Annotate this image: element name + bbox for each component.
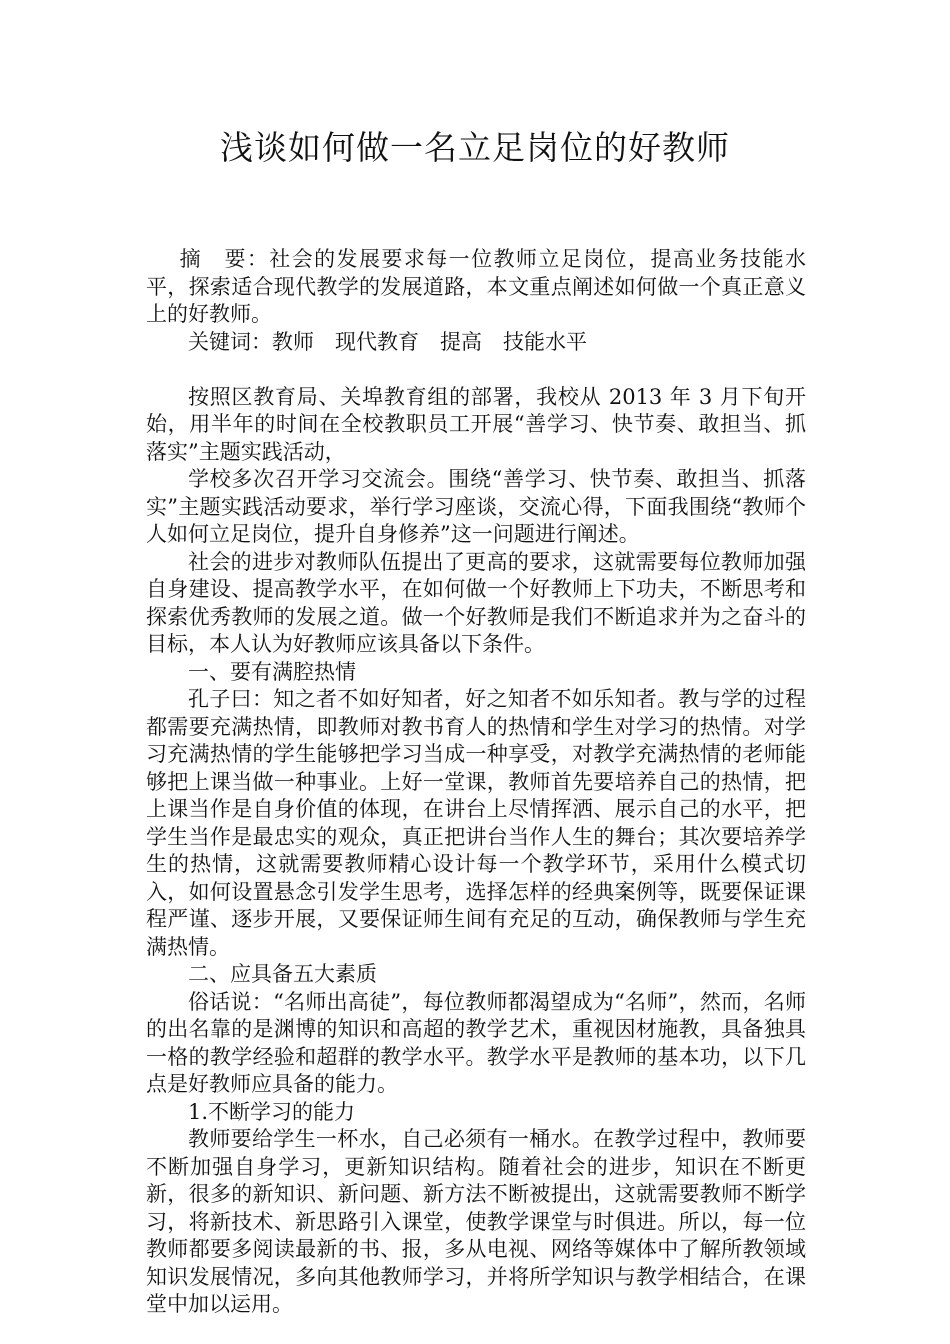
section-heading-2: 二、应具备五大素质 [188,962,377,986]
body-paragraph-1: 按照区教育局、关埠教育组的部署，我校从 2013 年 3 月下旬开始，用半年的时间在全校教职员工开展“善学习、快节奏、敢担当、抓落实”主题实践活动， [146,384,806,464]
abstract-paragraph: 摘 要：社会的发展要求每一位教师立足岗位，提高业务技能水平，探索适合现代教学的发展道路，本文重点阐述如何做一个真正意义上的好教师。 [146,247,806,326]
section-heading-1: 一、要有满腔热情 [188,659,356,684]
subsection-heading-1: 1.不断学习的能力 [188,1099,356,1124]
document-body [146,246,806,1319]
subsection-1-paragraph: 教师要给学生一杯水，自己必须有一桶水。在教学过程中，教师要不断加强自身学习，更新知识结构。随着社会的进步，知识在不断更新，很多的新知识、新问题、新方法不断被提出，这就需要教师不断学习，将新技术、新思路引入课堂，使教学课堂与时俱进。所以，每一位教师都要多阅读最新的书、报，多从电视、网络等媒体中了解所教领域知识发展情况，多向其他教师学习，并将所学知识与教学相结合，在课堂中加以运用。 [146,1127,806,1316]
body-paragraph-3: 社会的进步对教师队伍提出了更高的要求，这就需要每位教师加强自身建设、提高教学水平，在如何做一个好教师上下功夫，不断思考和探索优秀教师的发展之道。做一个好教师是我们不断追求并为之奋斗的目标，本人认为好教师应该具备以下条件。 [146,549,806,656]
document-title: 浅谈如何做一名立足岗位的好教师 [220,128,730,167]
body-paragraph-2: 学校多次召开学习交流会。围绕“善学习、快节奏、敢担当、抓落实”主题实践活动要求，举行学习座谈，交流心得，下面我围绕“教师个人如何立足岗位，提升自身修养”这一问题进行阐述。 [146,467,806,546]
keywords-line: 关键词：教师 现代教育 提高 技能水平 [188,329,587,354]
section-2-paragraph: 俗话说：“名师出高徒”，每位教师都渴望成为“名师”，然而，名师的出名靠的是渊博的知识和高超的教学艺术，重视因材施教，具备独具一格的教学经验和超群的教学水平。教学水平是教师的基本功，以下几点是好教师应具备的能力。 [146,989,806,1096]
section-1-paragraph: 孔子曰：知之者不如好知者，好之知者不如乐知者。教与学的过程都需要充满热情，即教师对教书育人的热情和学生对学习的热情。对学习充满热情的学生能够把学习当成一种享受，对教学充满热情的老师能够把上课当做一种事业。上好一堂课，教师首先要培养自己的热情，把上课当作是自身价值的体现，在讲台上尽情挥洒、展示自己的水平，把学生当作是最忠实的观众，真正把讲台当作人生的舞台；其次要培养学生的热情，这就需要教师精心设计每一个教学环节，采用什么模式切入，如何设置悬念引发学生思考，选择怎样的经典案例等，既要保证课程严谨、逐步开展，又要保证师生间有充足的互动，确保教师与学生充满热情。 [146,687,806,959]
blank-line [146,356,806,384]
